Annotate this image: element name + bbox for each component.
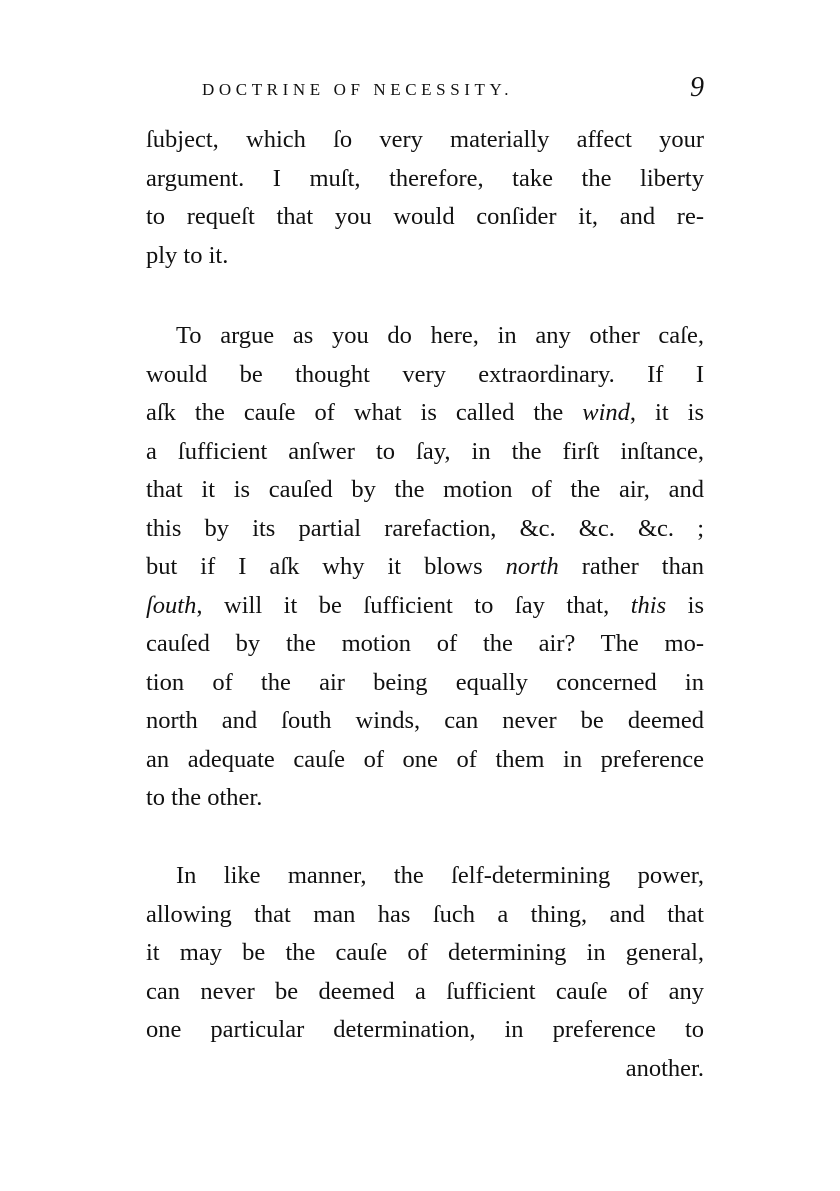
text-fragment: aſk the cauſe of what is called the <box>146 399 583 426</box>
text-line: can never be deemed a ſufficient cauſe of any <box>146 977 704 1005</box>
text-line: north and ſouth winds, can never be deemed <box>146 707 704 734</box>
text-line: a ſufficient anſwer to ſay, in the firſt inſtance, <box>146 437 704 465</box>
text-line: In like manner, the ſelf-determining power, <box>176 862 704 889</box>
paragraph-3 <box>146 857 704 1088</box>
text-line: it may be the cauſe of determining in general, <box>146 939 704 966</box>
running-head <box>202 72 704 112</box>
text-line: tion of the air being equally concerned in <box>146 668 704 696</box>
text-line: To argue as you do here, in any other caſe, <box>176 322 704 349</box>
text-fragment: rather than <box>558 553 704 580</box>
text-line <box>146 394 704 433</box>
text-fragment: , it is <box>629 399 704 426</box>
text-line: that it is cauſed by the motion of the air, and <box>146 476 704 503</box>
running-head-title: DOCTRINE OF NECESSITY. <box>202 80 514 99</box>
paragraph-1 <box>146 121 704 275</box>
text-line: allowing that man has ſuch a thing, and that <box>146 900 704 928</box>
text-line <box>146 587 704 626</box>
italic-word-north: north <box>505 553 559 580</box>
text-fragment: , will it be ſufficient to ſay that, <box>196 591 631 619</box>
catchword: another. <box>625 1054 704 1082</box>
text-fragment: is <box>666 591 705 619</box>
text-line: argument. I muſt, therefore, take the liberty <box>146 164 704 192</box>
text-line: one particular determination, in preference to <box>146 1016 704 1043</box>
text-line: ſubject, which ſo very materially affect your <box>146 126 704 153</box>
text-line: to requeſt that you would conſider it, and re- <box>146 203 704 230</box>
page-number: 9 <box>690 72 704 103</box>
text-line <box>146 548 704 587</box>
book-page <box>146 0 704 1191</box>
text-line: an adequate cauſe of one of them in preference <box>146 745 704 773</box>
text-line: ply to it. <box>146 241 229 269</box>
text-line: this by its partial rarefaction, &c. &c. &c. ; <box>146 514 704 542</box>
text-fragment: but if I aſk why it blows <box>146 553 506 580</box>
italic-word-wind: wind <box>582 399 630 426</box>
text-line: would be thought very extraordinary. If I <box>146 360 704 388</box>
paragraph-2 <box>146 317 704 818</box>
italic-word-south: ſouth <box>146 591 197 619</box>
text-line: to the other. <box>146 784 263 811</box>
italic-word-this: this <box>630 591 667 619</box>
text-line: cauſed by the motion of the air? The mo- <box>146 630 704 657</box>
